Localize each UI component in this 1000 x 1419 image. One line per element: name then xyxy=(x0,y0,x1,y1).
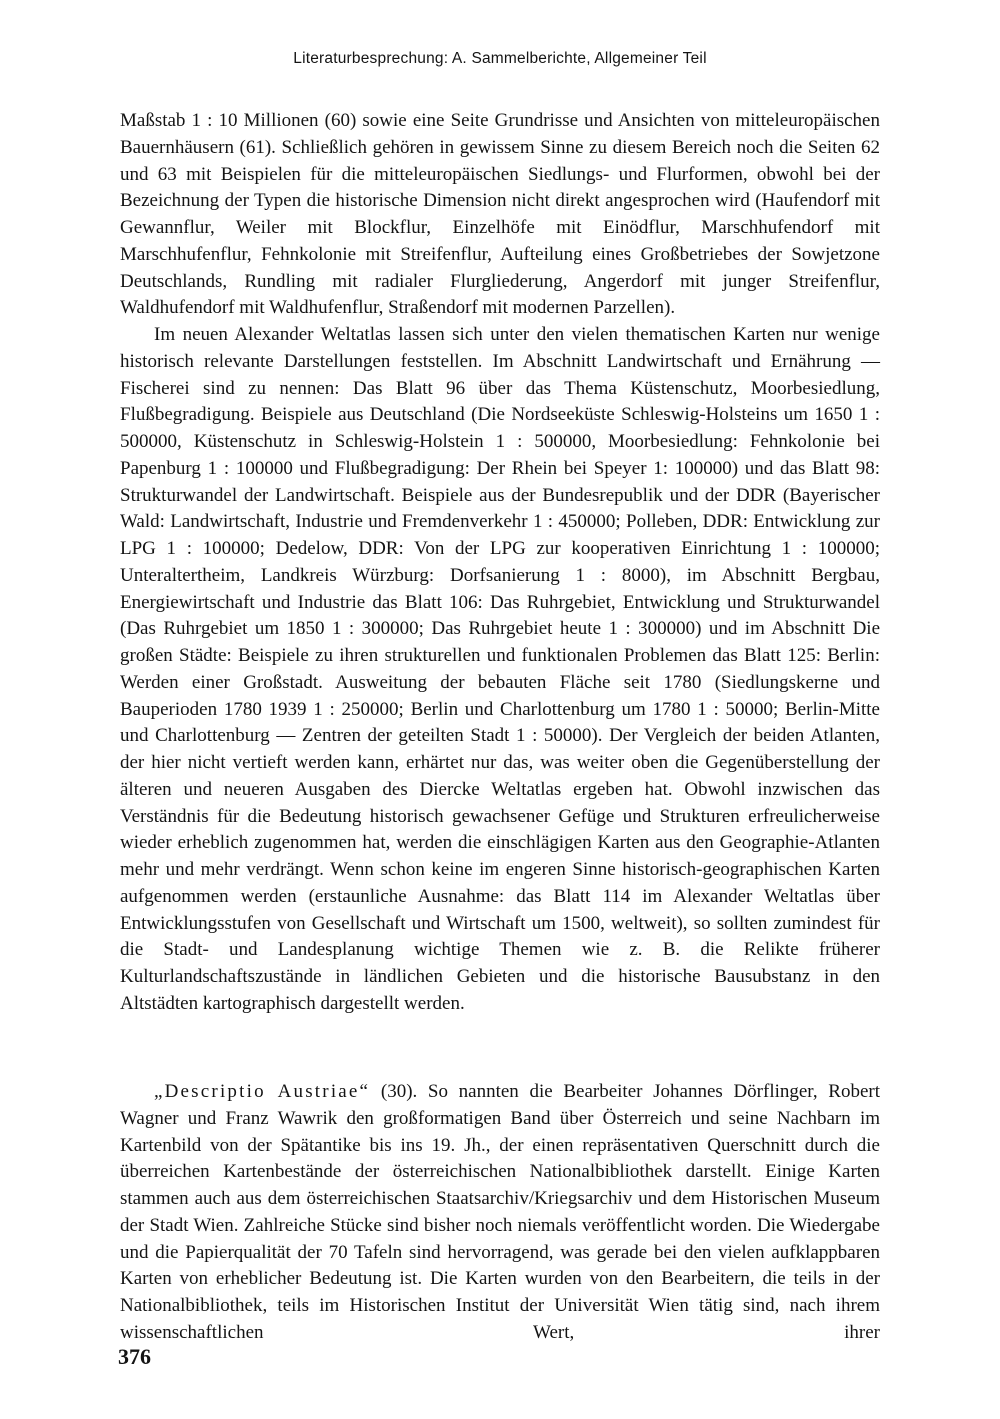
paragraph-continued: Maßstab 1 : 10 Millionen (60) sowie eine Seite Grundrisse und Ansichten von mitteleuropäischen Bauernhäusern (61). Schließlich gehören in gewissem Sinne zu diesem Bereich noch die Seiten 62 und 63 mit Beispielen für die mitteleuropäischen Siedlungs- und Flurformen, obwohl bei der Bezeichnung der Typen die historische Dimension nicht direkt angesprochen wird (Haufendorf mit Gewannflur, Weiler mit Blockflur, Einzelhöfe mit Einödflur, Marschhufendorf mit Marschhufenflur, Fehnkolonie mit Streifenflur, Aufteilung eines Großbetriebes der Sowjetzone Deutschlands, Rundling mit radialer Flurgliederung, Angerdorf mit junger Streifenflur, Waldhufendorf mit Waldhufenflur, Straßendorf mit modernen Parzellen). xyxy=(120,110,880,319)
paragraph-alexander-weltatlas: Im neuen Alexander Weltatlas lassen sich unter den vielen thematischen Karten nur wenige historisch relevante Darstellungen feststellen. Im Abschnitt Landwirtschaft und Ernährung — Fischerei sind zu nennen: Das Blatt 96 über das Thema Küstenschutz, Moorbesiedlung, Flußbegradigung. Beispiele aus Deutschland (Die Nordseeküste Schleswig-Holsteins um 1650 1 : 500000, Küstenschutz in Schleswig-Holstein 1 : 500000, Moorbesiedlung: Fehnkolonie bei Papenburg 1 : 100000 und Flußbegradigung: Der Rhein bei Speyer 1: 100000) und das Blatt 98: Strukturwandel der Landwirtschaft. Beispiele aus der Bundesrepublik und der DDR (Bayerischer Wald: Landwirtschaft, Industrie und Fremdenverkehr 1 : 450000; Polleben, DDR: Entwicklung zur LPG 1 : 100000; Dedelow, DDR: Von der LPG zur kooperativen Einrichtung 1 : 100000; Unteraltertheim, Landkreis Würzburg: Dorfsanierung 1 : 8000), im Abschnitt Bergbau, Energiewirtschaft und Industrie das Blatt 106: Das Ruhrgebiet, Entwicklung und Strukturwandel (Das Ruhrgebiet um 1850 1 : 300000; Das Ruhrgebiet heute 1 : 300000) und im Abschnitt Die großen Städte: Beispiele zu ihren strukturellen und funktionalen Problemen das Blatt 125: Berlin: Werden einer Großstadt. Ausweitung der bebauten Fläche seit 1780 (Siedlungskerne und Bauperioden 1780 1939 1 : 250000; Berlin und Charlottenburg um 1780 1 : 50000; Berlin-Mitte und Charlottenburg — Zentren der geteilten Stadt 1 : 50000). Der Vergleich der beiden Atlanten, der hier nicht vertieft werden kann, erhärtet nur das, was weiter oben die Gegenüberstellung der älteren und neueren Ausgaben des Diercke Weltatlas ergeben hat. Obwohl inzwischen das Verständnis für die Bedeutung historisch gewachsener Gefüge und Strukturen erfreulicherweise wieder erheblich zugenommen hat, werden die einschlägigen Karten aus den Geographie-Atlanten mehr und mehr verdrängt. Wenn schon keine im engeren Sinne historisch-geographischen Karten aufgenommen werden (erstaunliche Ausnahme: das Blatt 114 im Alexander Weltatlas über Entwicklungsstufen von Gesellschaft und Wirtschaft um 1500, weltweit), so sollten zumindest für die Stadt- und Landesplanung wichtige Themen wie z. B. die Relikte früherer Kulturlandschaftszustände in ländlichen Gebieten und die historische Bausubstanz in den Altstädten kartographisch dargestellt werden. xyxy=(120,324,880,1014)
paragraph-descriptio-austriae xyxy=(120,1079,880,1347)
page-number: 376 xyxy=(118,1344,151,1369)
running-header: Literaturbesprechung: A. Sammelberichte, Allgemeiner Teil xyxy=(293,50,707,67)
book-title: „Descriptio Austriae“ xyxy=(154,1081,371,1102)
section-descriptio-austriae xyxy=(120,1079,880,1347)
paragraph-body: (30). So nannten die Bearbeiter Johannes Dörflinger, Robert Wagner und Franz Wawrik den großformatigen Band über Österreich und seine Nachbarn im Kartenbild von der Spätantike bis ins 19. Jh., der einen repräsentativen Querschnitt durch die überreichen Kartenbestände der österreichischen Nationalbibliothek darstellt. Einige Karten stammen auch aus dem österreichischen Staatsarchiv/Kriegsarchiv und dem Historischen Museum der Stadt Wien. Zahlreiche Stücke sind bisher noch niemals veröffentlicht worden. Die Wiedergabe und die Papierqualität der 70 Tafeln sind hervorragend, was gerade bei den vielen aufklappbaren Karten von erheblicher Bedeutung ist. Die Karten wurden von den Bearbeitern, die teils in der Nationalbibliothek, teils im Historischen Institut der Universität Wien tätig sind, nach ihrem wissenschaftlichen Wert, ihrer xyxy=(120,1081,881,1343)
body-text xyxy=(120,108,880,1018)
